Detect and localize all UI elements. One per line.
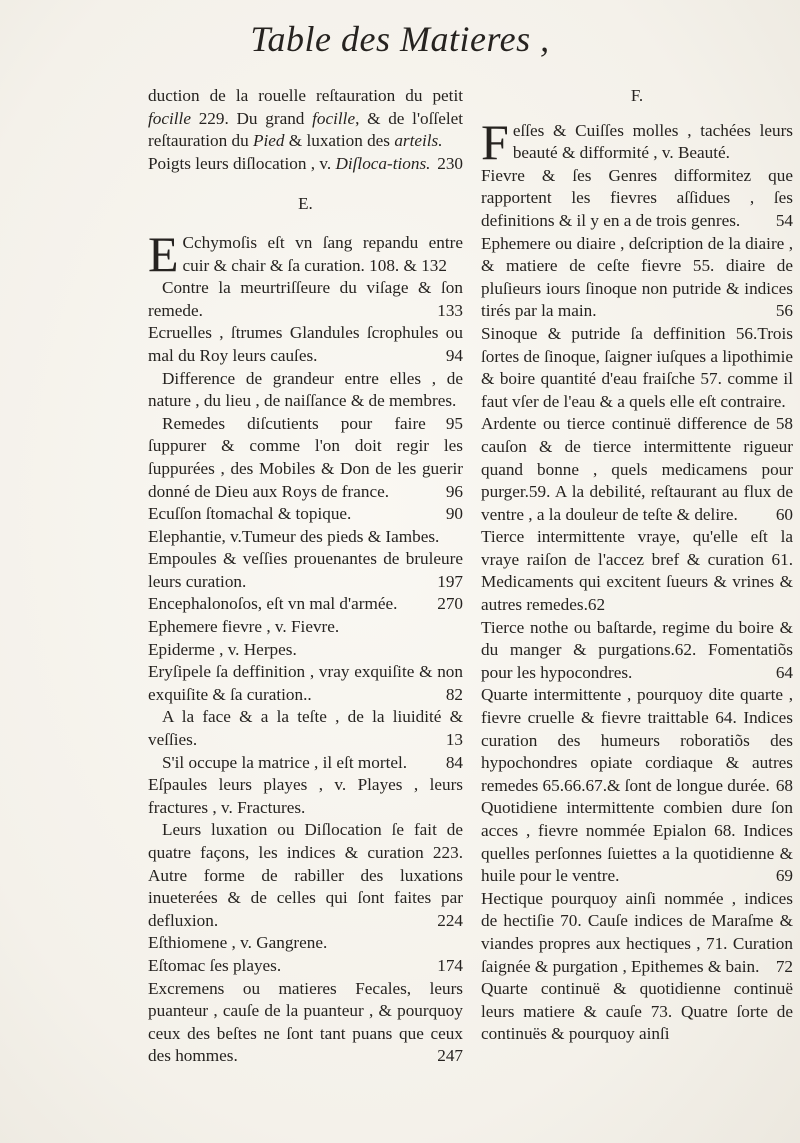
- page-number: 230: [437, 153, 463, 173]
- index-entry: Poigts leurs diſlocation , v. Diſloca-tions.: [148, 153, 431, 173]
- index-entry: Ecruelles , ſtrumes Glandules ſcrophules ou mal du Roy leurs cauſes. 94: [148, 322, 463, 367]
- index-entry: Remedes diſcutients pour faire ſuppurer & comme l'on doit regir les ſuppurées , des Mobiles & Don de les guerir donné de Dieu aux Roys de france. 96: [148, 413, 463, 503]
- index-entry: Tierce nothe ou baſtarde, regime du boire & du manger & purgations.62. Fomentatiõs pour les hypocondres. 64: [481, 617, 793, 685]
- index-entry: Eſpaules leurs playes , v. Playes , leurs fractures , v. Fractures.: [148, 775, 463, 817]
- index-entry: ECchymoſis eſt vn ſang repandu entre cuir & chair & ſa curation. 108. & 132: [148, 225, 463, 282]
- index-entry: duction de la rouelle reſtauration du petit focille 229. Du grand focille, & de l'oſſelet reſtauration du Pied & luxation des arteils. 230: [148, 85, 463, 153]
- index-entry: Elephantie, v.Tumeur des pieds & Iambes.: [148, 526, 440, 546]
- index-entry: A la face & a la teſte , de la liuidité & veſſies. 13: [148, 706, 463, 751]
- page-number: 247: [437, 1046, 463, 1066]
- right-column: [481, 85, 793, 1046]
- index-entry: Tierce intermittente vraye, qu'elle eſt la vraye raiſon de l'accez bref & curation 61. Medicaments qui excitent ſueurs & vrines & autres remedes.62: [481, 527, 793, 615]
- page-number: 54: [775, 210, 793, 230]
- page-number: 13: [445, 730, 463, 750]
- index-entry: Eſthiomene , v. Gangrene.: [148, 933, 328, 953]
- page-number: 84: [445, 752, 463, 772]
- page-number: 133: [437, 300, 463, 320]
- index-entry: Difference de grandeur entre elles , de nature , du lieu , de naiſſance & de membres. 95: [148, 368, 463, 413]
- index-entry: Quotidiene intermittente combien dure ſon acces , fievre nommée Epialon 68. Indices quelles perſonnes ſuiettes a la quotidienne & huile pour le ventre. 69: [481, 797, 793, 887]
- index-entry: Contre la meurtriſſeure du viſage & ſon remede. 133: [148, 277, 463, 322]
- page-number: 60: [775, 504, 793, 524]
- section-letter-f: F.: [630, 86, 644, 105]
- index-entry: Hectique pourquoy ainſi nommée , indices de hectiſie 70. Cauſe indices de Maraſme & viandes propres aux hectiques , 71. Curation ſaignée & purgation , Epithemes & bain. 72: [481, 888, 793, 978]
- index-entry: Feſſes & Cuiſſes molles , tachées leurs beauté & difformité , v. Beauté.: [481, 113, 793, 170]
- left-column: [148, 85, 463, 1068]
- index-entry: Ecuſſon ſtomachal & topique. 90: [148, 503, 463, 526]
- index-entry: Ardente ou tierce continuë difference de cauſon & de tierce intermittente rigueur quand bonne , quels medicamens pour purger.59. A la debilité, reſtaurant au flux de ventre , a la douleur de teſte & delire. 60: [481, 413, 793, 526]
- section-letter-e: E.: [298, 194, 313, 214]
- page-number: 72: [775, 956, 793, 976]
- page-number: 68: [775, 775, 793, 795]
- index-entry: Quarte continuë & quotidienne continuë leurs matiere & cauſe 73. Quatre ſorte de continuës & pourquoy ainſi: [481, 979, 793, 1044]
- page-number: 90: [445, 504, 463, 524]
- page-number: 95: [445, 413, 463, 433]
- running-head: Table des Matieres ,: [250, 19, 550, 59]
- page-number: 58: [775, 414, 793, 434]
- page-number: 197: [437, 571, 463, 591]
- index-entry: Eryſipele ſa deffinition , vray exquiſite & non exquiſite & ſa curation.. 82: [148, 661, 463, 706]
- page-number: 94: [445, 345, 463, 365]
- page-number: 270: [437, 594, 463, 614]
- index-entry: Leurs luxation ou Diſlocation ſe fait de quatre façons, les indices & curation 223. Autre forme de rabiller des luxations inueterées & de celles qui ſont faites par defluxion. 224: [148, 819, 463, 932]
- page-number: 82: [445, 684, 463, 704]
- index-entry: Epiderme , v. Herpes.: [148, 639, 297, 659]
- left-entry-list: [148, 225, 463, 1068]
- index-entry: Ephemere ou diaire , deſcription de la diaire , & matiere de ceſte fievre 55. diaire de pluſieurs iours ſinoque non putride & indices tirés par la main. 56: [481, 233, 793, 323]
- index-entry: Empoules & veſſies prouenantes de bruleure leurs curation. 197: [148, 548, 463, 593]
- page-number: 69: [775, 866, 793, 886]
- index-entry: Quarte intermittente , pourquoy dite quarte , fievre cruelle & fievre traittable 64. Indices curation des humeurs roboratiõs des hypochondres opiate cordiaque & autres remedes 65.66.67.& ſont de longue durée. 68: [481, 684, 793, 797]
- index-entry: Eſtomac ſes playes. 174: [148, 955, 463, 978]
- page-number: 56: [775, 301, 793, 321]
- index-entry: S'il occupe la matrice , il eſt mortel. 84: [148, 752, 463, 775]
- page-number: 174: [437, 955, 463, 975]
- index-entry: Ephemere fievre , v. Fievre.: [148, 617, 340, 637]
- index-entry: Excremens ou matieres Fecales, leurs puanteur , cauſe de la puanteur , & pourquoy ceux des beſtes ne ſont tant puans que ceux des hommes. 247: [148, 978, 463, 1068]
- index-entry: Fievre & ſes Genres difformitez que rapportent les fievres aſſidues , ſes definitions & il y en a de trois genres. 54: [481, 165, 793, 233]
- right-entry-list: [481, 113, 793, 1046]
- page-number: 96: [445, 481, 463, 501]
- index-entry: Encephalonoſos, eſt vn mal d'armée. 270: [148, 593, 463, 616]
- index-entry: Sinoque & putride ſa deffinition 56.Trois ſortes de ſinoque, ſaigner iuſques a lipothimie & boire quantité d'eau fraiſche 57. comme il faut vſer de l'eau & a quels elle eſt contraire. 58: [481, 323, 793, 413]
- page-number: 64: [775, 662, 793, 682]
- page-number: 224: [437, 910, 463, 930]
